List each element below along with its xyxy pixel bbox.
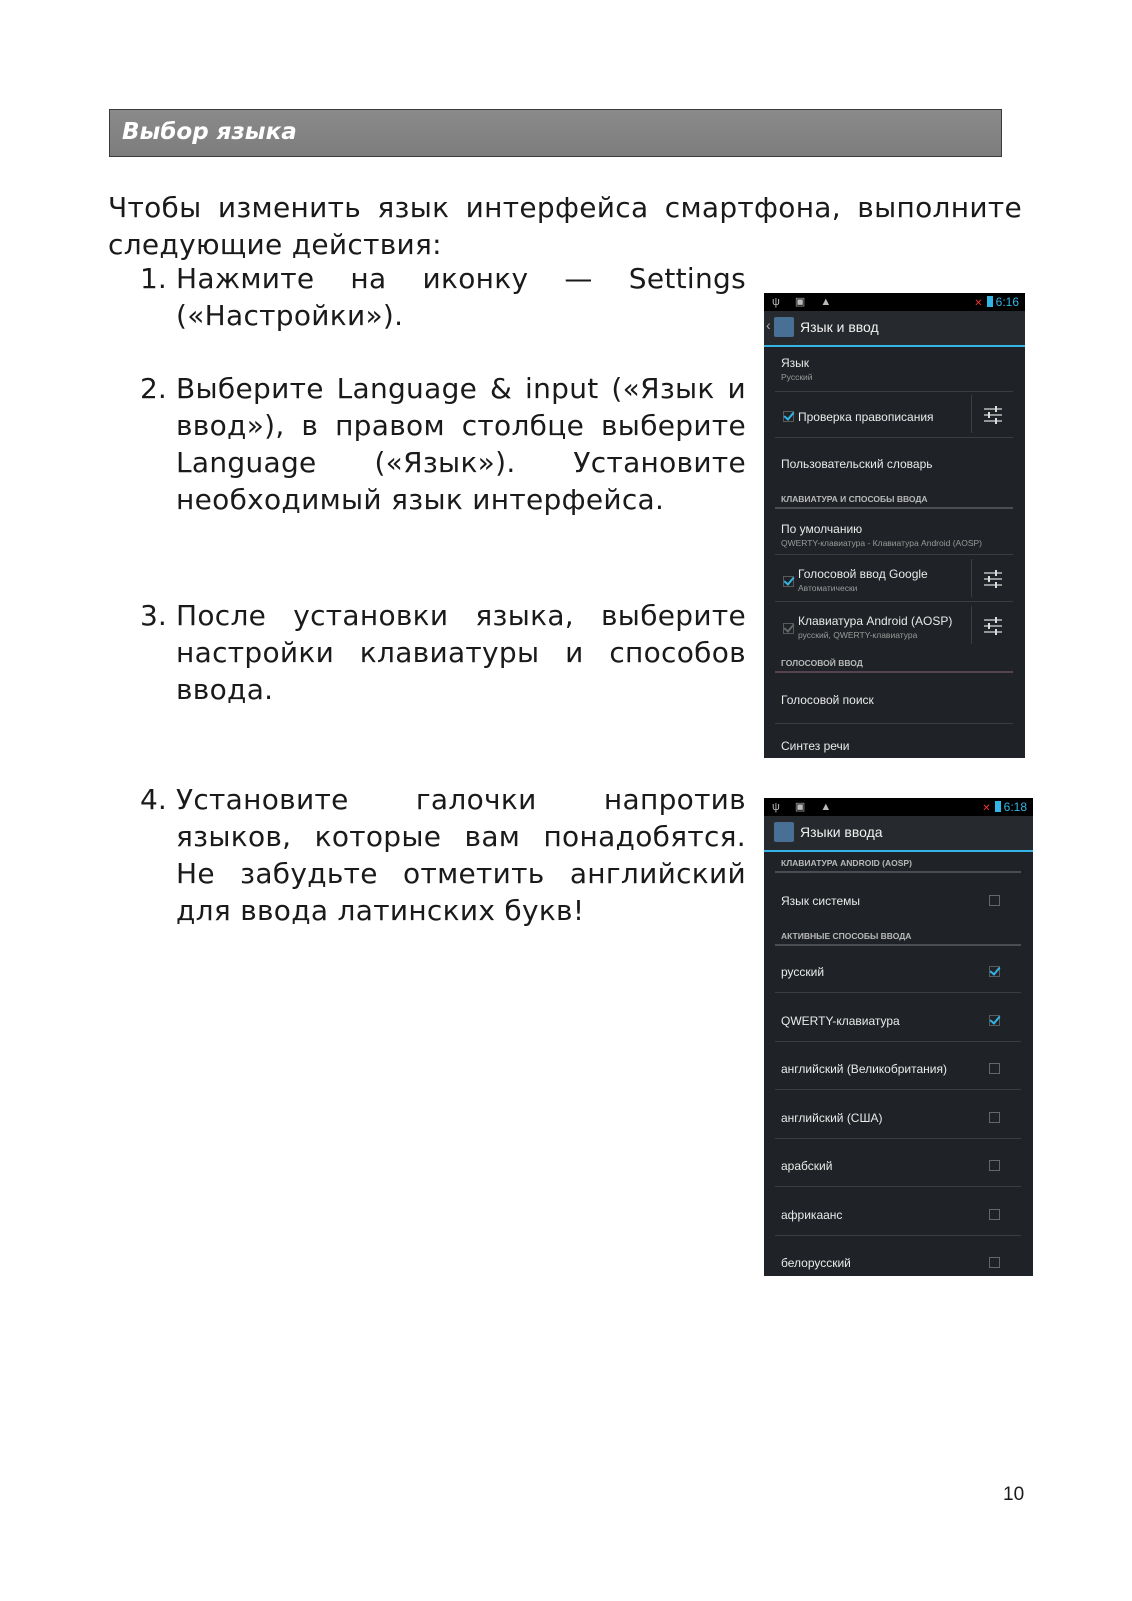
screenshot-language-input [764,293,1025,758]
section-divider [775,507,1013,509]
step-number: 2. [140,372,167,405]
language-item[interactable] [781,965,1021,979]
notification-icons: ψ ▣ ▲ [772,801,838,813]
step-4 [140,781,746,929]
spellcheck-checkbox[interactable] [783,411,794,422]
language-label: русский [781,965,825,979]
row-value: Русский [781,372,813,382]
tune-settings-icon[interactable] [982,617,1004,635]
divider [775,1041,1021,1042]
action-bar [764,311,1025,347]
screenshot-input-languages [764,798,1033,1276]
divider [775,391,1013,392]
screen-title: Язык и ввод [800,319,879,335]
action-bar [764,816,1033,852]
section-divider [775,944,1021,946]
google-voice-checkbox[interactable] [783,576,794,587]
keyboard-section-header: КЛАВИАТУРА И СПОСОБЫ ВВОДА [781,494,928,504]
section-header [109,109,1002,157]
settings-app-icon[interactable] [774,317,794,337]
divider [775,554,1013,555]
section-title: Выбор языка [122,119,297,145]
user-dictionary-row[interactable] [781,457,1013,471]
android-keyboard-section-header: КЛАВИАТУРА ANDROID (AOSP) [781,858,912,868]
row-title: Язык [781,356,810,370]
language-item[interactable] [781,1014,1021,1028]
no-signal-icon: ✕ [982,803,991,814]
step-number: 1. [140,262,167,295]
android-keyboard-row[interactable] [798,614,1013,640]
language-row[interactable] [781,356,1013,382]
row-title: Синтез речи [781,739,850,753]
row-value: Автоматически [798,583,858,593]
status-clock: ✕ 6:18 [982,800,1027,814]
google-voice-row[interactable] [798,567,1013,593]
divider [775,1089,1021,1090]
row-title: Голосовой ввод Google [798,567,928,581]
status-clock: ✕ 6:16 [974,295,1019,309]
intro-paragraph: Чтобы изменить язык интерфейса смартфона, выполните следующие действия: [108,191,1022,261]
step-1 [140,260,746,334]
language-checkbox[interactable] [989,1063,1000,1074]
language-checkbox[interactable] [989,1160,1000,1171]
divider [775,723,1013,724]
language-checkbox[interactable] [989,1112,1000,1123]
voice-section-header: ГОЛОСОВОЙ ВВОД [781,658,863,668]
row-value: русский, QWERTY-клавиатура [798,630,918,640]
battery-icon [987,296,993,307]
step-text: После установки языка, выберите настройки клавиатуры и способов ввода. [176,599,746,706]
language-item[interactable] [781,1111,1021,1125]
no-signal-icon: ✕ [974,298,983,309]
language-item[interactable] [781,1062,1021,1076]
page-number: 10 [1003,1484,1025,1505]
system-language-checkbox[interactable] [989,895,1000,906]
step-number: 4. [140,783,167,816]
tts-row[interactable] [781,739,1013,753]
section-divider [775,871,1021,873]
language-item[interactable] [781,1208,1021,1222]
row-value: QWERTY-клавиатура - Клавиатура Android (AOSP) [781,538,982,548]
settings-app-icon[interactable] [774,822,794,842]
divider [775,1138,1021,1139]
language-label: арабский [781,1159,833,1173]
notification-icons: ψ ▣ ▲ [772,296,838,308]
step-number: 3. [140,599,167,632]
active-methods-section-header: АКТИВНЫЕ СПОСОБЫ ВВОДА [781,931,912,941]
divider [775,992,1021,993]
language-label: белорусский [781,1256,851,1270]
divider [775,601,1013,602]
tune-settings-icon[interactable] [982,570,1004,588]
language-label: английский (Великобритания) [781,1062,947,1076]
row-title: Пользовательский словарь [781,457,933,471]
section-divider [775,671,1013,673]
divider [775,1235,1021,1236]
language-item[interactable] [781,1256,1021,1270]
default-keyboard-row[interactable] [781,522,1013,548]
divider [775,1186,1021,1187]
row-title: Клавиатура Android (AOSP) [798,614,953,628]
screen-title: Языки ввода [800,824,883,840]
step-3 [140,597,746,708]
language-label: QWERTY-клавиатура [781,1013,900,1028]
language-checkbox[interactable] [989,1015,1000,1026]
language-label: африкаанс [781,1207,843,1222]
tune-settings-icon[interactable] [982,406,1004,424]
step-2 [140,370,746,518]
row-title: Голосовой поиск [781,693,874,707]
step-text: Выберите Language & input («Язык и ввод»), в правом столбце выберите Language («Язык»). Установите необходимый язык интерфейса. [176,372,746,516]
language-item[interactable] [781,1159,1021,1173]
language-checkbox[interactable] [989,966,1000,977]
vertical-separator [971,559,972,597]
status-bar [764,293,1025,311]
language-checkbox[interactable] [989,1209,1000,1220]
status-bar [764,798,1033,816]
language-checkbox[interactable] [989,1257,1000,1268]
system-language-row[interactable] [781,894,1021,908]
language-label: английский (США) [781,1110,883,1125]
row-title: Язык системы [781,894,860,908]
step-text: Нажмите на иконку — Settings («Настройки»). [176,262,746,332]
voice-search-row[interactable] [781,693,1013,707]
row-title: Проверка правописания [798,410,934,424]
battery-icon [995,801,1001,812]
spellcheck-row[interactable] [798,410,1013,424]
vertical-separator [971,395,972,433]
row-title: По умолчанию [781,522,863,536]
divider [775,437,1013,438]
android-keyboard-checkbox[interactable] [783,623,794,634]
vertical-separator [971,606,972,644]
back-chevron-icon[interactable]: ‹ [766,317,771,333]
step-text: Установите галочки напротив языков, которые вам понадобятся. Не забудьте отметить английский для ввода латинских букв! [176,783,746,927]
